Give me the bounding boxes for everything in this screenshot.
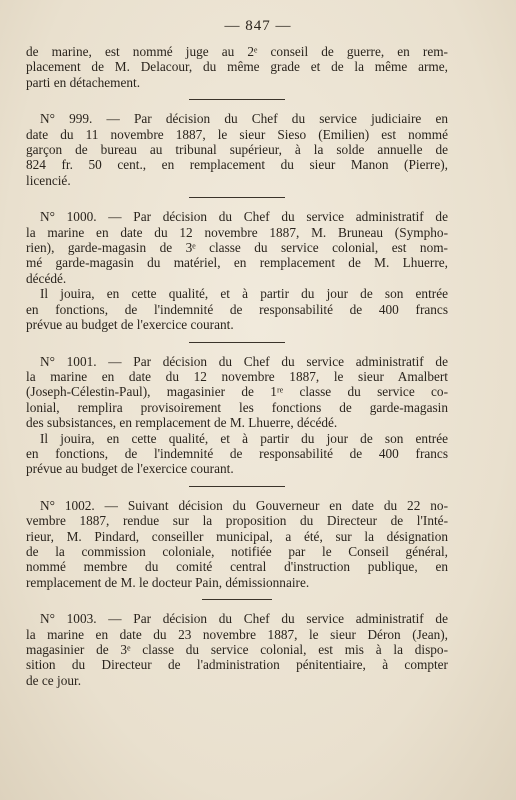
text-line: remplacement de M. le docteur Pain, démissionnaire. xyxy=(26,574,310,590)
entry-1003 xyxy=(26,611,448,688)
separator-rule xyxy=(189,99,285,100)
entry-1001 xyxy=(26,354,448,477)
text-line: placement de M. Delacour, du même grade et de la même arme, xyxy=(26,59,448,75)
paragraph xyxy=(26,44,448,90)
separator-rule xyxy=(189,197,285,198)
entry-continuation xyxy=(26,44,448,90)
text-line: (Joseph-Célestin-Paul), magasinier de 1ʳᵉ classe du service co- xyxy=(26,384,448,400)
text-line: de marine, est nommé juge au 2ᵉ conseil de guerre, en rem- xyxy=(26,44,448,59)
text-line: rien), garde-magasin de 3ᵉ classe du service colonial, est nom- xyxy=(26,240,448,256)
text-line: parti en détachement. xyxy=(26,74,141,90)
separator-rule xyxy=(189,342,285,343)
text-line: sition du Directeur de l'administration pénitentiaire, à compter xyxy=(26,657,448,673)
paragraph xyxy=(26,354,448,431)
text-line: magasinier de 3ᵉ classe du service colonial, est mis à la dispo- xyxy=(26,642,448,657)
text-line: Il jouira, en cette qualité, et à partir du jour de son entrée xyxy=(40,430,448,446)
text-line: N° 1002. — Suivant décision du Gouverneur en date du 22 no- xyxy=(40,497,448,513)
paragraph xyxy=(26,111,448,188)
text-line: Il jouira, en cette qualité, et à partir du jour de son entrée xyxy=(40,286,448,302)
entry-1000 xyxy=(26,209,448,332)
text-line: décédé. xyxy=(26,270,67,286)
text-line: garçon de bureau au tribunal supérieur, à la solde annuelle de xyxy=(26,142,448,158)
text-line: 824 fr. 50 cent., en remplacement du sieur Manon (Pierre), xyxy=(26,157,448,173)
text-line: date du 11 novembre 1887, le sieur Sieso (Emilien) est nommé xyxy=(26,126,448,142)
text-line: la marine en date du 12 novembre 1887, le sieur Amalbert xyxy=(26,368,448,384)
text-line: prévue au budget de l'exercice courant. xyxy=(26,317,234,333)
text-line: licencié. xyxy=(26,172,71,188)
paragraph xyxy=(26,498,448,590)
separator-rule xyxy=(202,599,272,600)
text-line: prévue au budget de l'exercice courant. xyxy=(26,461,234,477)
text-line: de ce jour. xyxy=(26,672,82,688)
paragraph xyxy=(26,611,448,688)
text-line: N° 1000. — Par décision du Chef du service administratif de xyxy=(40,209,448,225)
text-line: N° 1001. — Par décision du Chef du service administratif de xyxy=(40,353,448,369)
text-line: mé garde-magasin du matériel, en remplacement de M. Lhuerre, xyxy=(26,255,448,271)
text-line: vembre 1887, rendue sur la proposition du Directeur de l'Inté- xyxy=(26,513,448,529)
entry-999 xyxy=(26,111,448,188)
text-line: des subsistances, en remplacement de M. Lhuerre, décédé. xyxy=(26,415,338,431)
text-line: de la commission coloniale, notifiée par le Conseil général, xyxy=(26,543,448,559)
document-body xyxy=(26,44,448,688)
text-line: lonial, remplira provisoirement les fonctions de garde-magasin xyxy=(26,399,448,415)
paragraph xyxy=(26,431,448,477)
text-line: nommé membre du comité central d'instruction publique, en xyxy=(26,559,448,575)
entry-1002 xyxy=(26,498,448,590)
text-line: N° 1003. — Par décision du Chef du service administratif de xyxy=(40,611,448,627)
text-line: en fonctions, de l'indemnité de responsabilité de 400 francs xyxy=(26,445,448,461)
text-line: rieur, M. Pindard, conseiller municipal, a été, sur la désignation xyxy=(26,528,448,544)
page-number: — 847 — xyxy=(224,18,292,34)
separator-rule xyxy=(189,486,285,487)
paragraph xyxy=(26,209,448,286)
text-line: la marine en date du 12 novembre 1887, M. Bruneau (Sympho- xyxy=(26,224,448,240)
text-line: en fonctions, de l'indemnité de responsabilité de 400 francs xyxy=(26,301,448,317)
text-line: N° 999. — Par décision du Chef du service judiciaire en xyxy=(40,111,448,127)
paragraph xyxy=(26,286,448,332)
text-line: la marine en date du 23 novembre 1887, le sieur Déron (Jean), xyxy=(26,626,448,642)
